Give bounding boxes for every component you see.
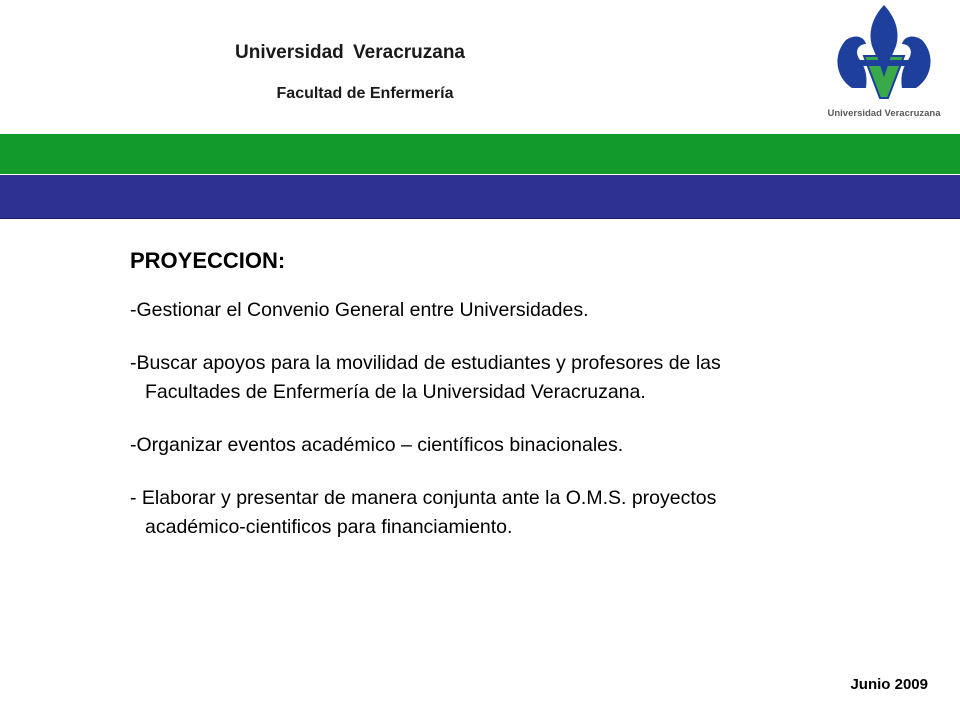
faculty-name: Facultad de Enfermería — [276, 85, 454, 102]
list-item — [130, 484, 930, 542]
bullet-line: - Elaborar y presentar de manera conjunta ante la O.M.S. proyectos — [130, 487, 717, 509]
footer-date: Junio 2009 — [850, 676, 928, 693]
logo-text: Universidad Veracruzana — [827, 108, 941, 119]
bullet-line: -Organizar eventos académico – científicos binacionales. — [130, 434, 624, 456]
bullet-line: -Buscar apoyos para la movilidad de estudiantes y profesores de las — [130, 352, 721, 374]
section-title: PROYECCION: — [130, 248, 286, 273]
bullet-line: -Gestionar el Convenio General entre Universidades. — [130, 299, 589, 321]
list-item — [130, 296, 930, 325]
slide-content — [130, 248, 930, 566]
university-logo — [808, 0, 960, 130]
blue-band — [0, 175, 960, 219]
fleur-de-lis-v-emblem-icon — [808, 0, 960, 108]
list-item — [130, 431, 930, 460]
bullet-continuation: Facultades de Enfermería de la Universidad Veracruzana. — [145, 381, 646, 403]
institution-name: Universidad Veracruzana — [235, 42, 465, 63]
list-item — [130, 349, 930, 407]
bullet-continuation: académico-cientificos para financiamiento. — [145, 516, 513, 538]
green-band — [0, 134, 960, 174]
